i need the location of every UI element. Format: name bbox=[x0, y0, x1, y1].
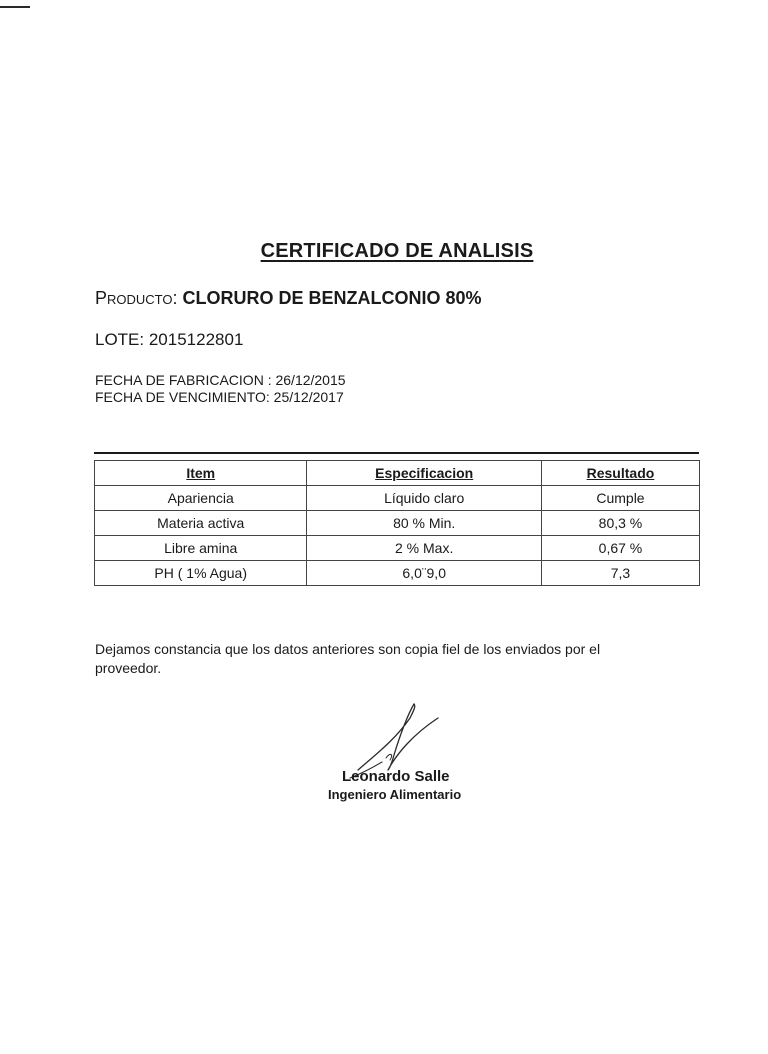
product-line bbox=[95, 288, 482, 309]
cell-specification: 6,0¨9,0 bbox=[307, 561, 542, 586]
cell-result: Cumple bbox=[541, 486, 699, 511]
scan-mark bbox=[0, 6, 30, 8]
statement-text: Dejamos constancia que los datos anteriores son copia fiel de los enviados por el proveedor. bbox=[95, 641, 601, 676]
table-header-row bbox=[95, 461, 700, 486]
manufacture-date: FECHA DE FABRICACION : 26/12/2015 bbox=[95, 372, 346, 388]
header-result: Resultado bbox=[541, 461, 699, 486]
expiry-date: FECHA DE VENCIMIENTO: 25/12/2017 bbox=[95, 389, 344, 405]
cell-result: 7,3 bbox=[541, 561, 699, 586]
cell-item: Materia activa bbox=[95, 511, 307, 536]
table-row bbox=[95, 511, 700, 536]
cell-item: PH ( 1% Agua) bbox=[95, 561, 307, 586]
cell-specification: 80 % Min. bbox=[307, 511, 542, 536]
signer-block bbox=[328, 768, 461, 803]
product-value: CLORURO DE BENZALCONIO 80% bbox=[182, 288, 482, 308]
cell-item: Apariencia bbox=[95, 486, 307, 511]
document-title: CERTIFICADO DE ANALISIS bbox=[260, 240, 534, 262]
cell-result: 80,3 % bbox=[541, 511, 699, 536]
dates-block bbox=[95, 372, 346, 406]
cell-result: 0,67 % bbox=[541, 536, 699, 561]
header-item: Item bbox=[95, 461, 307, 486]
table-row bbox=[95, 561, 700, 586]
cell-item: Libre amina bbox=[95, 536, 307, 561]
table-row bbox=[95, 486, 700, 511]
product-label: Producto: bbox=[95, 288, 178, 308]
results-table bbox=[94, 460, 700, 586]
signer-role: Ingeniero Alimentario bbox=[328, 787, 462, 802]
header-specification: Especificacion bbox=[307, 461, 542, 486]
horizontal-rule bbox=[94, 452, 699, 454]
cell-specification: Líquido claro bbox=[307, 486, 542, 511]
cell-specification: 2 % Max. bbox=[307, 536, 542, 561]
lot-number: LOTE: 2015122801 bbox=[95, 330, 244, 349]
signer-name: Leonardo Salle bbox=[342, 768, 450, 785]
table-row bbox=[95, 536, 700, 561]
